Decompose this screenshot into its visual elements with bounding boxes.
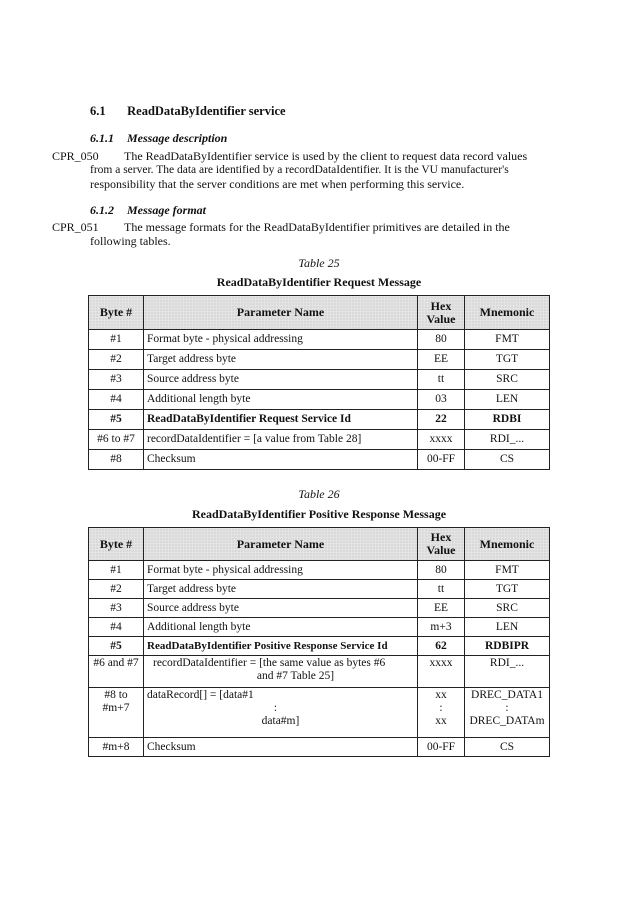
header-parameter-name: Parameter Name xyxy=(144,528,418,561)
cell-mnemonic: LEN xyxy=(465,618,550,637)
table-row xyxy=(89,656,550,688)
hex-line: : xyxy=(439,702,443,714)
cell-byte: #1 xyxy=(89,561,144,580)
table-row xyxy=(89,688,550,738)
cell-byte: #6 to #7 xyxy=(89,430,144,450)
cell-mnemonic: CS xyxy=(465,450,550,470)
cell-hex: xxxx xyxy=(418,656,465,688)
hex-line: xx xyxy=(435,689,447,701)
byte-line: #8 to xyxy=(104,689,128,701)
cell-hex: 00-FF xyxy=(418,450,465,470)
param-line: recordDataIdentifier = [the same value as bytes #6 xyxy=(153,657,386,669)
table-title: ReadDataByIdentifier Positive Response Message xyxy=(191,507,447,521)
cell-param: Checksum xyxy=(144,450,418,470)
cell-param: Source address byte xyxy=(144,370,418,390)
cell-param: ReadDataByIdentifier Request Service Id xyxy=(144,410,418,430)
cell-hex: xxxx xyxy=(418,430,465,450)
cell-hex: 80 xyxy=(418,561,465,580)
cell-byte: #5 xyxy=(89,637,144,656)
table-row xyxy=(89,580,550,599)
cell-param: recordDataIdentifier = [a value from Table 28] xyxy=(144,430,418,450)
header-value: Value xyxy=(426,311,456,326)
section-number: 6.1 xyxy=(90,104,106,118)
cell-byte: #3 xyxy=(89,370,144,390)
cell-hex: 62 xyxy=(418,637,465,656)
cell-mnemonic: RDI_... xyxy=(465,430,550,450)
table-row xyxy=(89,738,550,757)
subsection-title: Message format xyxy=(127,203,206,217)
cell-param: Format byte - physical addressing xyxy=(144,330,418,350)
param-line: dataRecord[] = [data#1 xyxy=(147,689,254,701)
cell-param: Format byte - physical addressing xyxy=(144,561,418,580)
paragraph-line: The ReadDataByIdentifier service is used by the client to request data record values xyxy=(124,149,528,163)
mnemonic-line: DREC_DATAm xyxy=(469,715,545,727)
paragraph-line: following tables. xyxy=(90,234,171,248)
param-line: : xyxy=(273,702,278,714)
table-header-row xyxy=(89,296,550,330)
cell-mnemonic: SRC xyxy=(465,599,550,618)
positive-response-table xyxy=(88,527,550,757)
cell-mnemonic: TGT xyxy=(465,580,550,599)
cell-byte: #2 xyxy=(89,580,144,599)
section-title: ReadDataByIdentifier service xyxy=(127,104,286,118)
paragraph-line: The message formats for the ReadDataByIdentifier primitives are detailed in the xyxy=(124,220,510,234)
cell-byte: #6 and #7 xyxy=(89,656,144,688)
header-hex-value xyxy=(418,296,465,330)
cell-param: Target address byte xyxy=(144,580,418,599)
cell-param: Target address byte xyxy=(144,350,418,370)
table-row xyxy=(89,618,550,637)
section-heading xyxy=(90,104,286,119)
table-row xyxy=(89,350,550,370)
header-hex-value xyxy=(418,528,465,561)
subsection-title: Message description xyxy=(127,131,228,145)
table-row xyxy=(89,330,550,350)
cell-param: ReadDataByIdentifier Positive Response Service Id xyxy=(144,637,418,656)
cell-hex: EE xyxy=(418,599,465,618)
table-row xyxy=(89,561,550,580)
table-row xyxy=(89,370,550,390)
cell-param: Additional length byte xyxy=(144,618,418,637)
cell-byte: #1 xyxy=(89,330,144,350)
header-mnemonic: Mnemonic xyxy=(465,296,550,330)
cell-hex: 00-FF xyxy=(418,738,465,757)
cell-hex: m+3 xyxy=(418,618,465,637)
cell-byte: #2 xyxy=(89,350,144,370)
mnemonic-line: DREC_DATA1 xyxy=(471,689,543,701)
cell-byte: #4 xyxy=(89,618,144,637)
cell-byte: #8 xyxy=(89,450,144,470)
table-caption: Table 25 xyxy=(298,256,340,270)
mnemonic-line: : xyxy=(505,702,509,714)
cell-param: Checksum xyxy=(144,738,418,757)
cell-hex: 22 xyxy=(418,410,465,430)
cell-byte: #m+8 xyxy=(89,738,144,757)
request-message-table xyxy=(88,295,550,470)
cell-byte xyxy=(89,688,144,738)
cell-hex: tt xyxy=(418,580,465,599)
header-hex: Hex xyxy=(430,298,452,313)
cell-mnemonic: FMT xyxy=(465,330,550,350)
header-mnemonic: Mnemonic xyxy=(465,528,550,561)
cell-mnemonic xyxy=(465,688,550,738)
header-parameter-name: Parameter Name xyxy=(144,296,418,330)
table-row xyxy=(89,390,550,410)
cell-hex: 80 xyxy=(418,330,465,350)
param-line: data#m] xyxy=(261,715,300,727)
paragraph-line: from a server. The data are identified by a recordDataIdentifier. It is the VU manufacturer's xyxy=(90,164,509,176)
table-row xyxy=(89,430,550,450)
cell-param xyxy=(144,656,418,688)
cell-hex: EE xyxy=(418,350,465,370)
cell-hex: tt xyxy=(418,370,465,390)
header-value: Value xyxy=(426,543,456,557)
table-title: ReadDataByIdentifier Request Message xyxy=(216,275,422,289)
paragraph-line: responsibility that the server conditions are met when performing this service. xyxy=(90,177,465,191)
cell-param: Source address byte xyxy=(144,599,418,618)
header-byte: Byte # xyxy=(89,296,144,330)
subsection-number: 6.1.1 xyxy=(90,131,114,145)
byte-line: #m+7 xyxy=(102,702,130,714)
cell-mnemonic: LEN xyxy=(465,390,550,410)
subsection-heading-message-format xyxy=(90,203,206,218)
cell-byte: #3 xyxy=(89,599,144,618)
cell-mnemonic: RDBI xyxy=(465,410,550,430)
cell-mnemonic: TGT xyxy=(465,350,550,370)
table-row xyxy=(89,637,550,656)
cell-hex: 03 xyxy=(418,390,465,410)
cell-byte: #4 xyxy=(89,390,144,410)
cell-param: Additional length byte xyxy=(144,390,418,410)
hex-line: xx xyxy=(435,715,447,727)
cell-mnemonic: FMT xyxy=(465,561,550,580)
cell-hex xyxy=(418,688,465,738)
subsection-heading-message-description xyxy=(90,131,227,146)
param-line: and #7 Table 25] xyxy=(256,670,335,682)
table-row xyxy=(89,450,550,470)
subsection-number: 6.1.2 xyxy=(90,203,114,217)
table-caption: Table 26 xyxy=(298,487,340,501)
cell-mnemonic: RDI_... xyxy=(465,656,550,688)
header-hex: Hex xyxy=(430,530,452,544)
table-row xyxy=(89,599,550,618)
header-byte: Byte # xyxy=(89,528,144,561)
cell-param xyxy=(144,688,418,738)
cell-byte: #5 xyxy=(89,410,144,430)
table-header-row xyxy=(89,528,550,561)
table-row xyxy=(89,410,550,430)
requirement-ref: CPR_050 xyxy=(52,149,99,163)
requirement-ref: CPR_051 xyxy=(52,220,99,234)
cell-mnemonic: SRC xyxy=(465,370,550,390)
cell-mnemonic: CS xyxy=(465,738,550,757)
cell-mnemonic: RDBIPR xyxy=(465,637,550,656)
